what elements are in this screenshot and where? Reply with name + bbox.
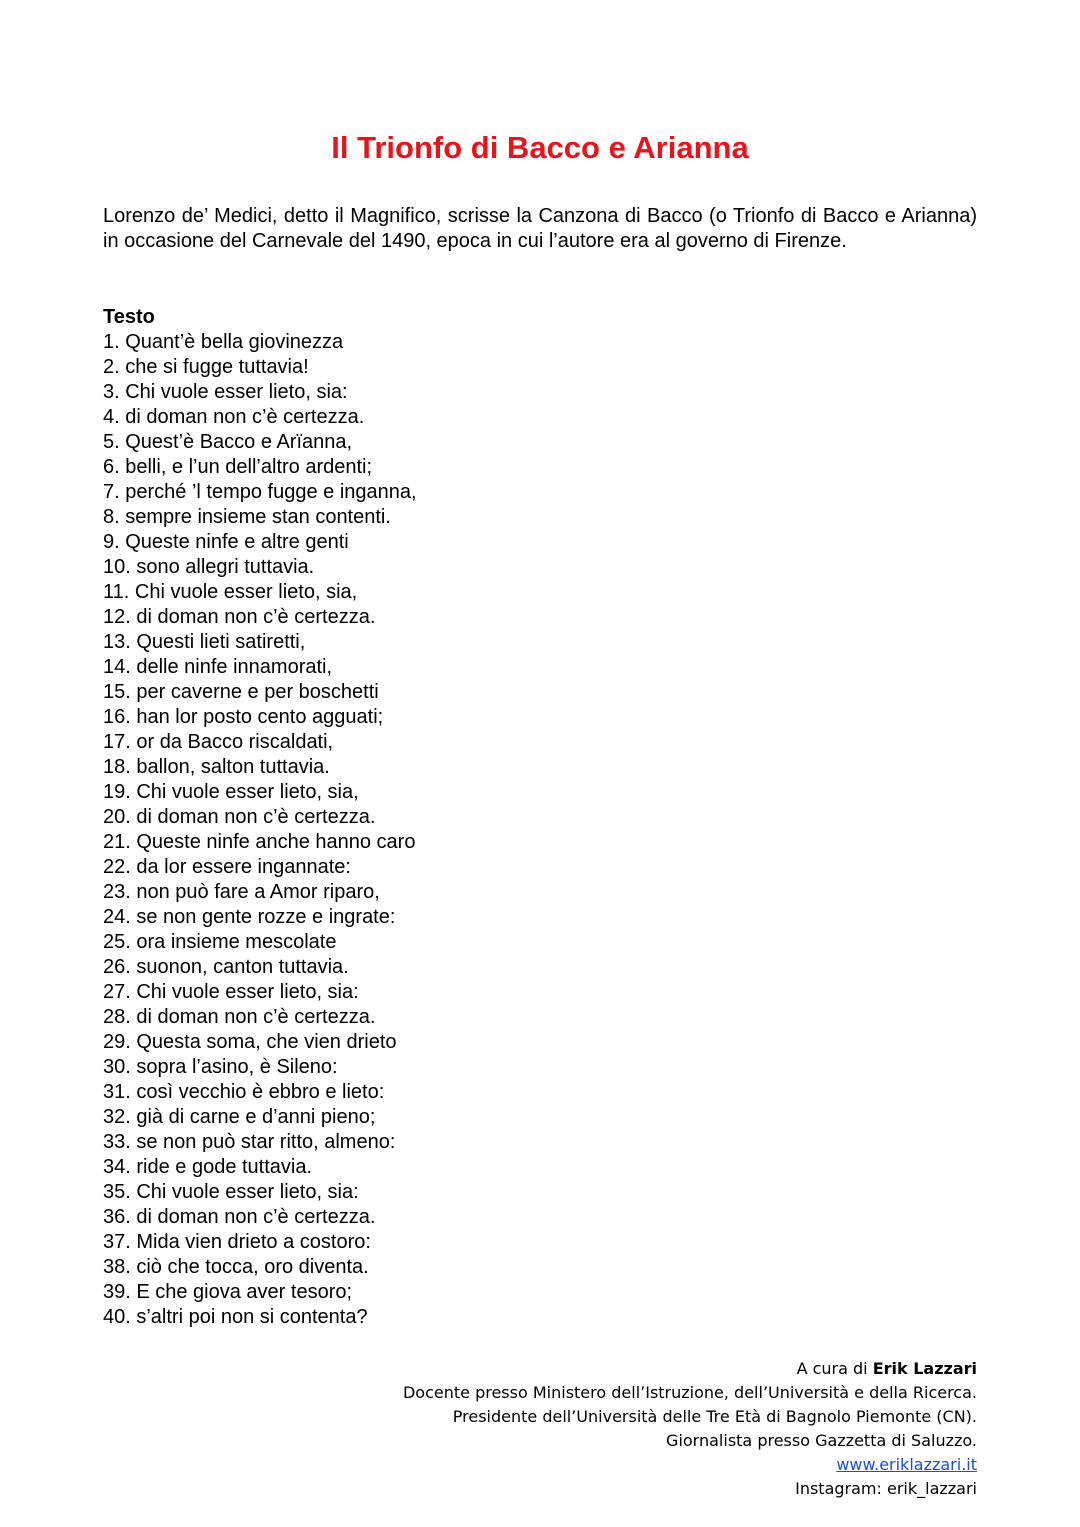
verse-line: 5. Quest’è Bacco e Arïanna,	[103, 431, 353, 453]
section-heading-testo: Testo	[103, 306, 155, 328]
verse-line: 29. Questa soma, che vien drieto	[103, 1031, 397, 1053]
verse-line: 22. da lor essere ingannate:	[103, 856, 351, 878]
verse-line: 30. sopra l’asino, è Sileno:	[103, 1056, 338, 1078]
verse-line: 20. di doman non c’è certezza.	[103, 806, 376, 828]
verse-line: 28. di doman non c’è certezza.	[103, 1006, 376, 1028]
credits-author-name: Erik Lazzari	[872, 1359, 977, 1378]
credits-block	[403, 1357, 977, 1501]
verse-line: 24. se non gente rozze e ingrate:	[103, 906, 396, 928]
verse-line: 40. s’altri poi non si contenta?	[103, 1306, 368, 1328]
website-link[interactable]: www.eriklazzari.it	[836, 1455, 977, 1474]
verse-line: 21. Queste ninfe anche hanno caro	[103, 831, 416, 853]
verse-line: 2. che si fugge tuttavia!	[103, 356, 309, 378]
verse-line: 33. se non può star ritto, almeno:	[103, 1131, 396, 1153]
verse-line: 11. Chi vuole esser lieto, sia,	[103, 581, 358, 603]
verse-line: 4. di doman non c’è certezza.	[103, 406, 365, 428]
verse-line: 12. di doman non c’è certezza.	[103, 606, 376, 628]
verse-line: 15. per caverne e per boschetti	[103, 681, 379, 703]
verse-line: 34. ride e gode tuttavia.	[103, 1156, 313, 1178]
document-title: Il Trionfo di Bacco e Arianna	[331, 130, 749, 165]
verse-line: 32. già di carne e d’anni pieno;	[103, 1106, 376, 1128]
credits-instagram: Instagram: erik_lazzari	[795, 1479, 977, 1498]
verse-line: 36. di doman non c’è certezza.	[103, 1206, 376, 1228]
verse-line: 17. or da Bacco riscaldati,	[103, 731, 334, 753]
credits-website-line	[403, 1453, 977, 1477]
verse-line: 14. delle ninfe innamorati,	[103, 656, 333, 678]
verse-line: 8. sempre insieme stan contenti.	[103, 506, 391, 528]
verse-line: 7. perché ’l tempo fugge e inganna,	[103, 481, 417, 503]
verse-line: 16. han lor posto cento agguati;	[103, 706, 384, 728]
verse-line: 27. Chi vuole esser lieto, sia:	[103, 981, 359, 1003]
verse-line: 1. Quant’è bella giovinezza	[103, 331, 344, 353]
verse-line: 13. Questi lieti satiretti,	[103, 631, 306, 653]
verse-line: 19. Chi vuole esser lieto, sia,	[103, 781, 359, 803]
credits-role-teacher: Docente presso Ministero dell’Istruzione, dell’Università e della Ricerca.	[402, 1383, 977, 1402]
intro-paragraph: Lorenzo de’ Medici, detto il Magnifico, scrisse la Canzona di Bacco (o Trionfo di Bacco e Arianna) in occasione del Carnevale del 1490, epoca in cui l’autore era al governo di Firenze.	[103, 205, 977, 252]
verse-line: 9. Queste ninfe e altre genti	[103, 531, 349, 553]
verse-line: 39. E che giova aver tesoro;	[103, 1281, 353, 1303]
verse-line: 35. Chi vuole esser lieto, sia:	[103, 1181, 359, 1203]
verse-line: 31. così vecchio è ebbro e lieto:	[103, 1081, 385, 1103]
credits-role-president: Presidente dell’Università delle Tre Età di Bagnolo Piemonte (CN).	[452, 1407, 977, 1426]
verse-list	[103, 330, 417, 1330]
verse-line: 38. ciò che tocca, oro diventa.	[103, 1256, 369, 1278]
verse-line: 6. belli, e l’un dell’altro ardenti;	[103, 456, 373, 478]
credits-curated-by	[403, 1357, 977, 1381]
verse-line: 23. non può fare a Amor riparo,	[103, 881, 380, 903]
credits-prefix: A cura di	[796, 1359, 873, 1378]
verse-line: 18. ballon, salton tuttavia.	[103, 756, 330, 778]
verse-line: 37. Mida vien drieto a costoro:	[103, 1231, 371, 1253]
verse-line: 25. ora insieme mescolate	[103, 931, 337, 953]
verse-line: 10. sono allegri tuttavia.	[103, 556, 315, 578]
verse-line: 26. suonon, canton tuttavia.	[103, 956, 349, 978]
credits-role-journalist: Giornalista presso Gazzetta di Saluzzo.	[666, 1431, 977, 1450]
verse-line: 3. Chi vuole esser lieto, sia:	[103, 381, 348, 403]
